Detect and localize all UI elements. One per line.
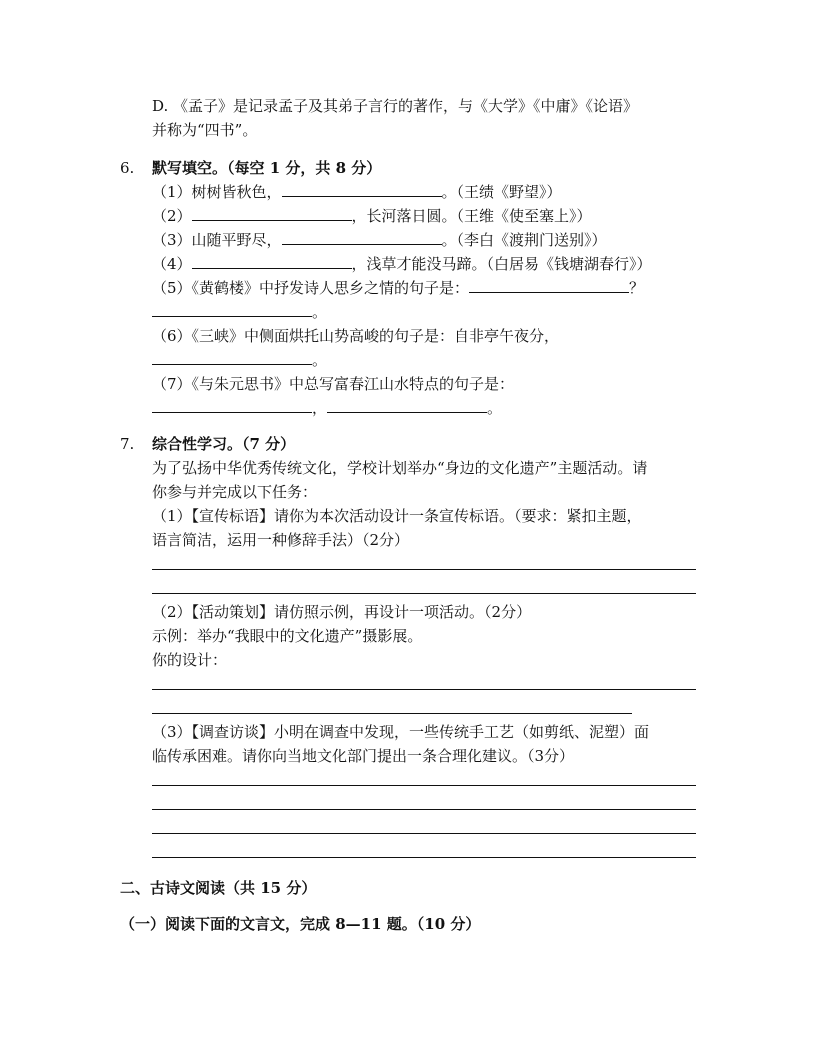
answer-line[interactable] bbox=[152, 569, 696, 570]
q6-item-3 bbox=[152, 230, 607, 250]
answer-line[interactable] bbox=[152, 689, 696, 690]
q6-item-6-cont bbox=[152, 350, 327, 370]
q6-item-5-cont bbox=[152, 302, 327, 322]
q6-item-4-text: （4） bbox=[152, 255, 192, 273]
answer-blank[interactable] bbox=[327, 398, 487, 413]
q7-task-3-line1: （3）【调查访谈】小明在调查中发现，一些传统手工艺（如剪纸、泥塑）面 bbox=[152, 723, 650, 741]
q7-intro-line1: 为了弘扬中华优秀传统文化，学校计划举办“身边的文化遗产”主题活动。请 bbox=[152, 459, 648, 477]
q6-item-5 bbox=[152, 278, 644, 298]
q6-item-1-source: 。（王绩《野望》） bbox=[441, 183, 562, 201]
q6-item-5-text: （5）《黄鹤楼》中抒发诗人思乡之情的句子是： bbox=[152, 279, 470, 297]
q6-item-4 bbox=[152, 254, 652, 274]
q6-item-5-end: 。 bbox=[312, 303, 328, 321]
answer-line[interactable] bbox=[152, 593, 696, 594]
answer-blank[interactable] bbox=[152, 398, 312, 413]
question-7-number: 7. bbox=[120, 435, 135, 453]
q6-item-2 bbox=[152, 206, 592, 226]
q6-item-4-source: ，浅草才能没马蹄。（白居易《钱塘湖春行》） bbox=[351, 255, 652, 273]
q6-item-7-comma: ， bbox=[312, 399, 328, 417]
q7-task-2-line1: （2）【活动策划】请仿照示例，再设计一项活动。（2分） bbox=[152, 603, 532, 621]
option-d-line1: D. 《孟子》是记录孟子及其弟子言行的著作，与《大学》《中庸》《论语》 bbox=[152, 97, 639, 115]
q6-item-3-text: （3）山随平野尽， bbox=[152, 231, 282, 249]
q6-item-2-source: ，长河落日圆。（王维《使至塞上》） bbox=[351, 207, 592, 225]
section-2-title: 二、古诗文阅读（共 15 分） bbox=[120, 879, 317, 897]
question-6-number: 6. bbox=[120, 159, 135, 177]
q7-task-3-line2: 临传承困难。请你向当地文化部门提出一条合理化建议。（3分） bbox=[152, 747, 575, 765]
answer-line[interactable] bbox=[152, 785, 696, 786]
answer-blank[interactable] bbox=[152, 350, 312, 365]
q6-item-6-end: 。 bbox=[312, 351, 328, 369]
section-2-subtitle: （一）阅读下面的文言文，完成 8—11 题。（10 分） bbox=[120, 915, 481, 933]
answer-line[interactable] bbox=[152, 809, 696, 810]
answer-blank[interactable] bbox=[282, 230, 442, 245]
q6-item-3-source: 。（李白《渡荆门送别》） bbox=[441, 231, 607, 249]
q6-item-7: （7）《与朱元思书》中总写富春江山水特点的句子是： bbox=[152, 375, 515, 393]
q7-task-1-line1: （1）【宣传标语】请你为本次活动设计一条宣传标语。（要求：紧扣主题， bbox=[152, 507, 642, 525]
q7-task-2-example: 示例：举办“我眼中的文化遗产”摄影展。 bbox=[152, 627, 423, 645]
q6-item-7-end: 。 bbox=[487, 399, 503, 417]
answer-blank[interactable] bbox=[152, 302, 312, 317]
answer-blank[interactable] bbox=[192, 254, 352, 269]
answer-line[interactable] bbox=[152, 833, 696, 834]
answer-blank[interactable] bbox=[282, 182, 442, 197]
answer-blank[interactable] bbox=[192, 206, 352, 221]
q6-item-6: （6）《三峡》中侧面烘托山势高峻的句子是：自非亭午夜分， bbox=[152, 327, 560, 345]
option-d-line2: 并称为“四书”。 bbox=[152, 121, 258, 139]
answer-line[interactable] bbox=[152, 713, 632, 714]
q7-task-2-prompt: 你的设计： bbox=[152, 651, 228, 669]
answer-line[interactable] bbox=[152, 857, 696, 858]
q6-item-1-text: （1）树树皆秋色， bbox=[152, 183, 282, 201]
q6-item-2-text: （2） bbox=[152, 207, 192, 225]
q6-item-7-cont bbox=[152, 398, 502, 418]
question-6-title: 默写填空。（每空 1 分，共 8 分） bbox=[152, 159, 382, 177]
q7-task-1-line2: 语言简洁，运用一种修辞手法）（2分） bbox=[152, 531, 410, 549]
q6-item-5-mark: ？ bbox=[629, 279, 645, 297]
answer-blank[interactable] bbox=[469, 278, 629, 293]
q6-item-1 bbox=[152, 182, 562, 202]
q7-intro-line2: 你参与并完成以下任务： bbox=[152, 483, 318, 501]
question-7-title: 综合性学习。（7 分） bbox=[152, 435, 296, 453]
